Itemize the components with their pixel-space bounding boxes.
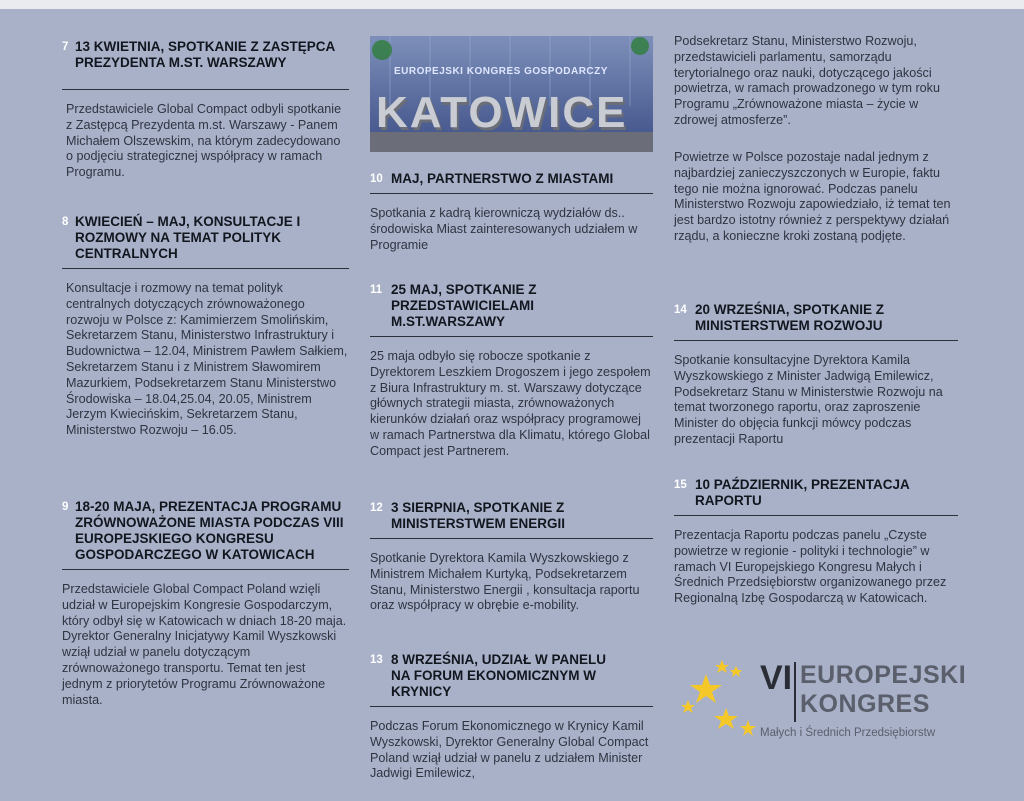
logo-line-1: EUROPEJSKI (800, 661, 967, 689)
section-body: Prezentacja Raportu podczas panelu „Czyste powietrze w regionie - polityki i technologie” w ramach VI Europejskiego Kongresu Małych i Średnich Przedsiębiorstw organizowanego przez Regionalną Izbę Gospodarczą w Katowicach. (674, 528, 947, 606)
section-title: KWIECIEŃ – MAJ, KONSULTACJE I ROZMOWY NA TEMAT POLITYK CENTRALNYCH (75, 214, 301, 261)
logo-divider (794, 662, 796, 722)
section-11 (370, 282, 653, 460)
logo-roman-numeral: VI (760, 659, 793, 697)
section-heading (370, 500, 653, 532)
section-title: 18-20 MAJA, PREZENTACJA PROGRAMU ZRÓWNOWAŻONE MIASTA PODCZAS VIII EUROPEJSKIEGO KONGRESU GOSPODARCZEGO W KATOWICACH (75, 499, 344, 562)
congress-logo (676, 656, 966, 746)
section-title: 3 SIERPNIA, SPOTKANIE Z MINISTERSTWEM ENERGII (391, 500, 566, 531)
katowice-photo (370, 36, 653, 152)
section-14 (674, 302, 958, 448)
section-divider (370, 706, 653, 707)
top-strip (0, 0, 1024, 9)
section-heading (62, 499, 349, 563)
section-heading (674, 302, 958, 334)
section-title: MAJ, PARTNERSTWO Z MIASTAMI (391, 171, 614, 186)
section-number: 10 (370, 173, 383, 185)
section-heading (62, 214, 349, 262)
section-body: Konsultacje i rozmowy na temat polityk centralnych dotyczących zrównoważonego rozwoju w Polsce z: Kamimierzem Smolińskim, Sekretarzem Stanu, Ministerstwo Infrastruktury i Budownictwa – 12.04, Ministrem Pawłem Sałkiem, Sekretarzem Stanu i z Ministrem Sławomirem Mazurkiem, Podsekretarzem Stanu Ministerstwo Środowiska – 18.04,25.04, 20.05, Ministrem Jerzym Kwiecińskim, Sekretarzem Stanu, Ministerstwo Rozwoju – 16.05. (66, 281, 348, 438)
section-7 (62, 39, 349, 181)
section-title: 10 PAŹDZIERNIK, PREZENTACJA RAPORTU (695, 477, 910, 508)
photo-banner-text: EUROPEJSKI KONGRES GOSPODARCZY (394, 66, 608, 77)
section-heading (370, 652, 653, 700)
section-title: 13 KWIETNIA, SPOTKANIE Z ZASTĘPCA PREZYDENTA M.ST. WARSZAWY (75, 39, 335, 70)
section-divider (62, 268, 349, 269)
section-number: 8 (62, 216, 69, 228)
section-heading (674, 477, 958, 509)
section-15 (674, 477, 958, 607)
section-divider (370, 336, 653, 337)
section-number: 11 (370, 284, 383, 296)
logo-tagline: Małych i Średnich Przedsiębiorstw (760, 727, 936, 739)
section-divider (674, 515, 958, 516)
section-number: 14 (674, 304, 687, 316)
section-body: 25 maja odbyło się robocze spotkanie z Dyrektorem Leszkiem Drogoszem i jego zespołem z Biura Infrastruktury m. st. Warszawy dotyczące głównych strategii miasta, zrównoważonych kierunków działań oraz współpracy programowej w ramach Partnerstwa dla Klimatu, którego Global Compact jest Partnerem. (370, 349, 651, 458)
photo-sign-text: KATOWICE (376, 88, 628, 137)
section-12 (370, 500, 653, 614)
continued-paragraph: Podsekretarz Stanu, Ministerstwo Rozwoju, przedstawicieli parlamentu, samorządu terytorialnego oraz nauki, dotyczącego jakości powietrza, w ramach prowadzonego w tym roku Programu „Zrównoważone miasta – życie w zdrowej atmosferze”. (674, 34, 940, 127)
section-number: 15 (674, 479, 687, 491)
section-divider (370, 193, 653, 194)
air-quality-paragraph: Powietrze w Polsce pozostaje nadal jednym z najbardziej zanieczyszczonych w Europie, faktu tego nie można ignorować. Podczas panelu Ministerstwo Rozwoju zapowiedziało, iż temat ten jest bardzo istotny również z perspektywy działań rządu, a konieczne kroki zostaną podjęte. (674, 150, 951, 243)
section-heading (370, 171, 653, 187)
section-heading (62, 39, 349, 71)
section-title: 25 MAJ, SPOTKANIE Z PRZEDSTAWICIELAMI M.ST.WARSZAWY (391, 282, 537, 329)
section-heading (370, 282, 653, 330)
section-body: Podczas Forum Ekonomicznego w Krynicy Kamil Wyszkowski, Dyrektor Generalny Global Compact Poland wziął udział w panelu z udziałem Minister Jadwigi Emilewicz, (370, 719, 649, 781)
logo-line-2: KONGRES (800, 690, 930, 718)
section-body: Przedstawiciele Global Compact Poland wzięli udział w Europejskim Kongresie Gospodarczym, który odbył się w Katowicach w dniach 18-20 maja. Dyrektor Generalny Inicjatywy Kamil Wyszkowski wziął udział w panelu dotyczącym zrównoważonego transportu. Temat ten jest jednym z priorytetów Programu Zrównoważone miasta. (62, 582, 347, 707)
section-body: Spotkanie konsultacyjne Dyrektora Kamila Wyszkowskiego z Minister Jadwigą Emilewicz, Podsekretarz Stanu w Ministerstwie Rozwoju na temat tworzonego raportu, oraz zaproszenie Minister do objęcia funkcji mówcy podczas prezentacji Raportu (674, 353, 943, 446)
section-divider (62, 569, 349, 570)
section-divider (674, 340, 958, 341)
section-number: 12 (370, 502, 383, 514)
section-9 (62, 499, 349, 708)
section-body: Spotkanie Dyrektora Kamila Wyszkowskiego z Ministrem Michałem Kurtyką, Podsekretarzem Stanu, Ministerstwo Energii , konsultacja raportu oraz współpracy w obrębie e-mobility. (370, 551, 640, 613)
section-13 (370, 652, 653, 782)
section-divider (62, 89, 349, 90)
stars-icon (676, 656, 766, 736)
section-title: 8 WRZEŚNIA, UDZIAŁ W PANELU NA FORUM EKONOMICZNYM W KRYNICY (391, 652, 606, 699)
section-body: Spotkania z kadrą kierowniczą wydziałów ds.. środowiska Miast zainteresowanych udziałem w Programie (370, 206, 638, 252)
section-title: 20 WRZEŚNIA, SPOTKANIE Z MINISTERSTWEM ROZWOJU (695, 302, 885, 333)
section-10 (370, 171, 653, 253)
section-number: 13 (370, 654, 383, 666)
section-8 (62, 214, 349, 439)
section-body: Przedstawiciele Global Compact odbyli spotkanie z Zastępcą Prezydenta m.st. Warszawy - Panem Michałem Olszewskim, na którym zadecydowano o podjęciu strategicznej współpracy w ramach Programu. (66, 102, 342, 180)
section-number: 7 (62, 41, 69, 53)
section-divider (370, 538, 653, 539)
section-number: 9 (62, 501, 69, 513)
